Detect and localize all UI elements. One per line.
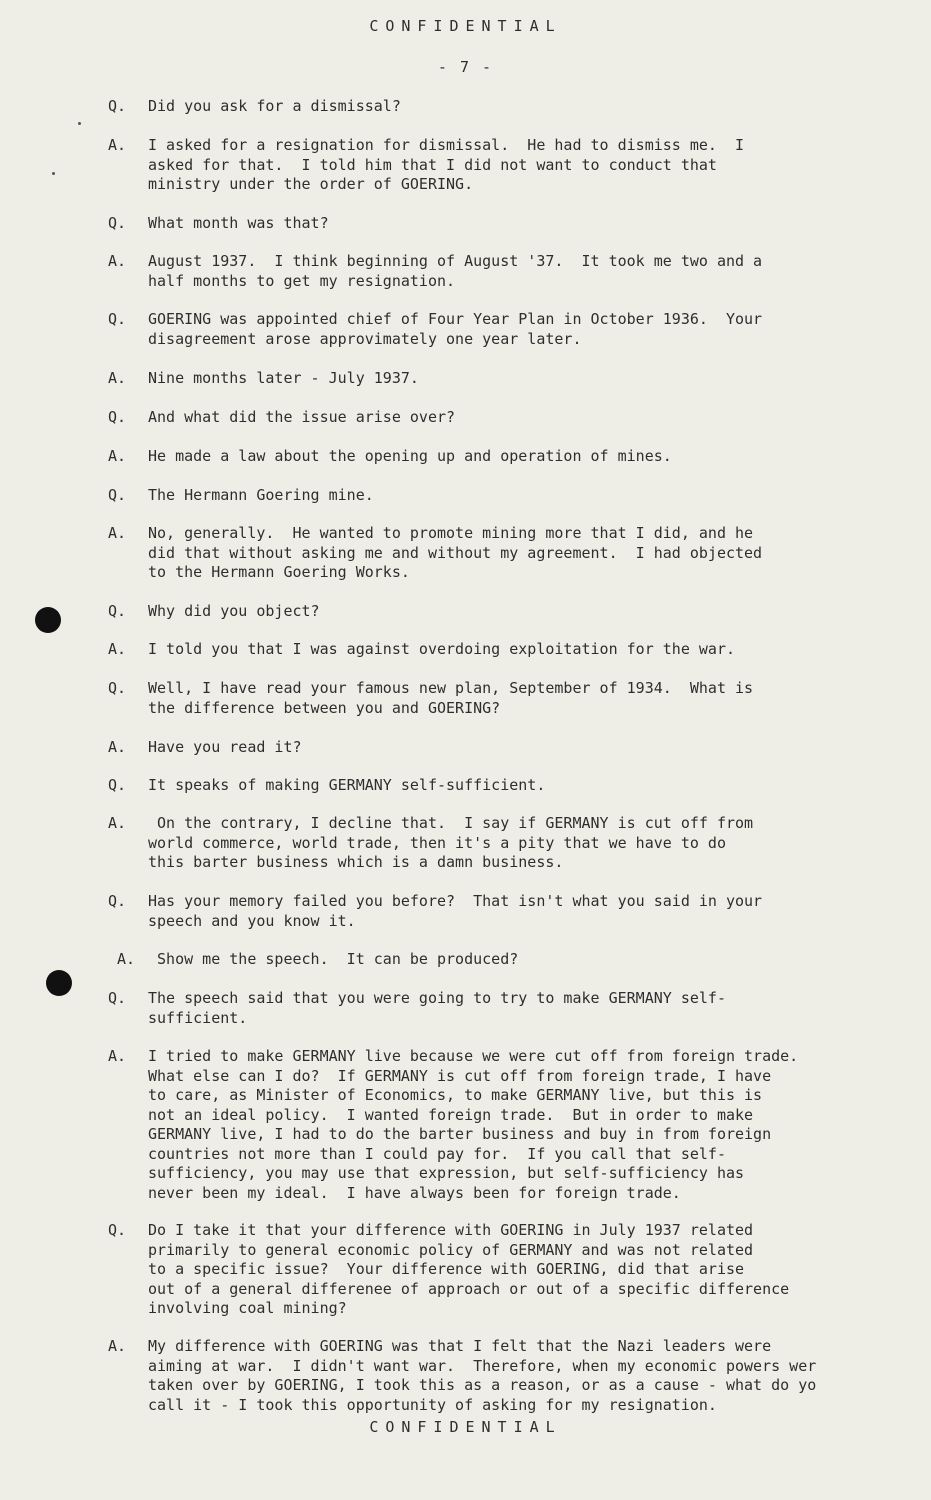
- speaker-label: Q.: [108, 97, 127, 115]
- text-line: aiming at war. I didn't want war. Therefore, when my economic powers wer: [148, 1356, 817, 1375]
- text-line: Did you ask for a dismissal?: [148, 97, 401, 115]
- qa-entry: [108, 950, 868, 970]
- speaker-label: Q.: [108, 602, 127, 620]
- qa-entry: [108, 214, 868, 234]
- qa-entry: [108, 738, 868, 758]
- entry-text: [148, 950, 868, 970]
- text-line: this barter business which is a damn business.: [148, 853, 564, 871]
- entry-text: [148, 136, 868, 195]
- qa-entry: [108, 136, 868, 195]
- entry-text: [148, 1337, 868, 1415]
- text-line: disagreement arose approvimately one year later.: [148, 329, 582, 348]
- qa-entry: [108, 989, 868, 1028]
- text-line: half months to get my resignation.: [148, 271, 456, 290]
- punch-hole: [35, 607, 61, 633]
- text-line: What else can I do? If GERMANY is cut off from foreign trade, I have: [148, 1066, 772, 1085]
- speaker-label: A.: [108, 1337, 127, 1355]
- entry-text: [148, 1221, 868, 1319]
- speaker-label: A.: [108, 447, 127, 465]
- text-line: I told you that I was against overdoing exploitation for the war.: [148, 640, 735, 658]
- text-line: not an ideal policy. I wanted foreign trade. But in order to make: [148, 1105, 754, 1124]
- text-line: It speaks of making GERMANY self-sufficient.: [148, 776, 546, 794]
- header-classification: CONFIDENTIAL: [369, 17, 562, 35]
- text-line: And what did the issue arise over?: [148, 408, 456, 426]
- entry-text: [148, 776, 868, 796]
- qa-entry: [108, 252, 868, 291]
- text-line: My difference with GOERING was that I felt that the Nazi leaders were: [148, 1337, 772, 1355]
- speaker-label: A.: [108, 252, 127, 270]
- qa-entry: [108, 408, 868, 428]
- speaker-label: Q.: [108, 679, 127, 697]
- qa-entry: [108, 640, 868, 660]
- speaker-label: Q.: [108, 486, 127, 504]
- paper-speck: [78, 122, 81, 125]
- qa-entry: [108, 602, 868, 622]
- text-line: Nine months later - July 1937.: [148, 369, 419, 387]
- text-line: The Hermann Goering mine.: [148, 486, 374, 504]
- text-line: ministry under the order of GOERING.: [148, 175, 474, 193]
- text-line: involving coal mining?: [148, 1299, 347, 1317]
- qa-entry: [108, 97, 868, 117]
- text-line: call it - I took this opportunity of asking for my resignation.: [148, 1395, 717, 1414]
- text-line: to the Hermann Goering Works.: [148, 563, 410, 581]
- text-line: world commerce, world trade, then it's a pity that we have to do: [148, 833, 726, 852]
- speaker-label: Q.: [108, 214, 127, 232]
- speaker-label: A.: [108, 738, 127, 756]
- text-line: countries not more than I could pay for. If you call that self-: [148, 1144, 726, 1163]
- entry-text: [148, 447, 868, 467]
- qa-entry: [108, 679, 868, 718]
- text-line: to a specific issue? Your difference with GOERING, did that arise: [148, 1260, 745, 1278]
- text-line: the difference between you and GOERING?: [148, 698, 501, 717]
- speaker-label: Q.: [108, 776, 127, 794]
- page-number: - 7 -: [437, 58, 494, 76]
- entry-text: [148, 892, 868, 931]
- qa-entry: [108, 310, 868, 349]
- entry-text: [148, 252, 868, 291]
- entry-text: [148, 486, 868, 506]
- text-line: did that without asking me and without my agreement. I had objected: [148, 543, 763, 562]
- text-line: August 1937. I think beginning of August '37. It took me two and a: [148, 252, 763, 270]
- text-line: primarily to general economic policy of GERMANY and was not related: [148, 1240, 754, 1259]
- speaker-label: Q.: [108, 1221, 127, 1239]
- speaker-label: Q.: [108, 310, 127, 328]
- text-line: I tried to make GERMANY live because we were cut off from foreign trade.: [148, 1047, 799, 1065]
- qa-entry: [108, 814, 868, 873]
- text-line: GERMANY live, I had to do the barter business and buy in from foreign: [148, 1125, 772, 1143]
- text-line: Has your memory failed you before? That isn't what you said in your: [148, 892, 763, 910]
- qa-entry: [108, 486, 868, 506]
- text-line: The speech said that you were going to try to make GERMANY self-: [148, 989, 726, 1007]
- speaker-label: A.: [108, 814, 127, 832]
- entry-text: [148, 602, 868, 622]
- speaker-label: A.: [108, 950, 136, 968]
- text-line: What month was that?: [148, 214, 329, 232]
- text-line: sufficient.: [148, 1008, 248, 1027]
- text-line: asked for that. I told him that I did not want to conduct that: [148, 155, 717, 174]
- entry-text: [148, 214, 868, 234]
- qa-entry: [108, 369, 868, 389]
- text-line: to care, as Minister of Economics, to make GERMANY live, but this is: [148, 1086, 763, 1104]
- text-line: out of a general differenee of approach or out of a specific difference: [148, 1279, 790, 1298]
- entry-text: [148, 369, 868, 389]
- text-line: Well, I have read your famous new plan, September of 1934. What is: [148, 679, 754, 697]
- entry-text: [148, 97, 868, 117]
- entry-text: [148, 524, 868, 583]
- footer-classification: CONFIDENTIAL: [369, 1418, 562, 1436]
- entry-text: [148, 1047, 868, 1203]
- text-line: sufficiency, you may use that expression, but self-sufficiency has: [148, 1164, 745, 1182]
- paper-speck: [52, 172, 55, 175]
- text-line: He made a law about the opening up and operation of mines.: [148, 447, 672, 465]
- qa-entry: [108, 892, 868, 931]
- qa-entry: [108, 524, 868, 583]
- entry-text: [148, 814, 868, 873]
- punch-hole: [46, 970, 72, 996]
- text-line: No, generally. He wanted to promote mining more that I did, and he: [148, 524, 754, 542]
- text-line: GOERING was appointed chief of Four Year Plan in October 1936. Your: [148, 310, 763, 328]
- text-line: taken over by GOERING, I took this as a reason, or as a cause - what do yo: [148, 1376, 817, 1394]
- qa-entry: [108, 1221, 868, 1319]
- text-line: On the contrary, I decline that. I say if GERMANY is cut off from: [148, 814, 754, 832]
- entry-text: [148, 310, 868, 349]
- speaker-label: Q.: [108, 408, 127, 426]
- text-line: Do I take it that your difference with GOERING in July 1937 related: [148, 1221, 754, 1239]
- qa-entry: [108, 1047, 868, 1203]
- entry-text: [148, 738, 868, 758]
- text-line: Why did you object?: [148, 602, 320, 620]
- speaker-label: A.: [108, 524, 127, 542]
- qa-entry: [108, 1337, 868, 1415]
- speaker-label: A.: [108, 369, 127, 387]
- speaker-label: Q.: [108, 892, 127, 910]
- entry-text: [148, 989, 868, 1028]
- speaker-label: Q.: [108, 989, 127, 1007]
- qa-entry: [108, 447, 868, 467]
- speaker-label: A.: [108, 136, 127, 154]
- text-line: I asked for a resignation for dismissal. He had to dismiss me. I: [148, 136, 745, 154]
- text-line: Have you read it?: [148, 738, 302, 756]
- text-line: never been my ideal. I have always been for foreign trade.: [148, 1183, 681, 1202]
- text-line: Show me the speech. It can be produced?: [148, 950, 519, 968]
- entry-text: [148, 640, 868, 660]
- text-line: speech and you know it.: [148, 911, 356, 930]
- entry-text: [148, 679, 868, 718]
- entry-text: [148, 408, 868, 428]
- qa-entry: [108, 776, 868, 796]
- speaker-label: A.: [108, 1047, 127, 1065]
- speaker-label: A.: [108, 640, 127, 658]
